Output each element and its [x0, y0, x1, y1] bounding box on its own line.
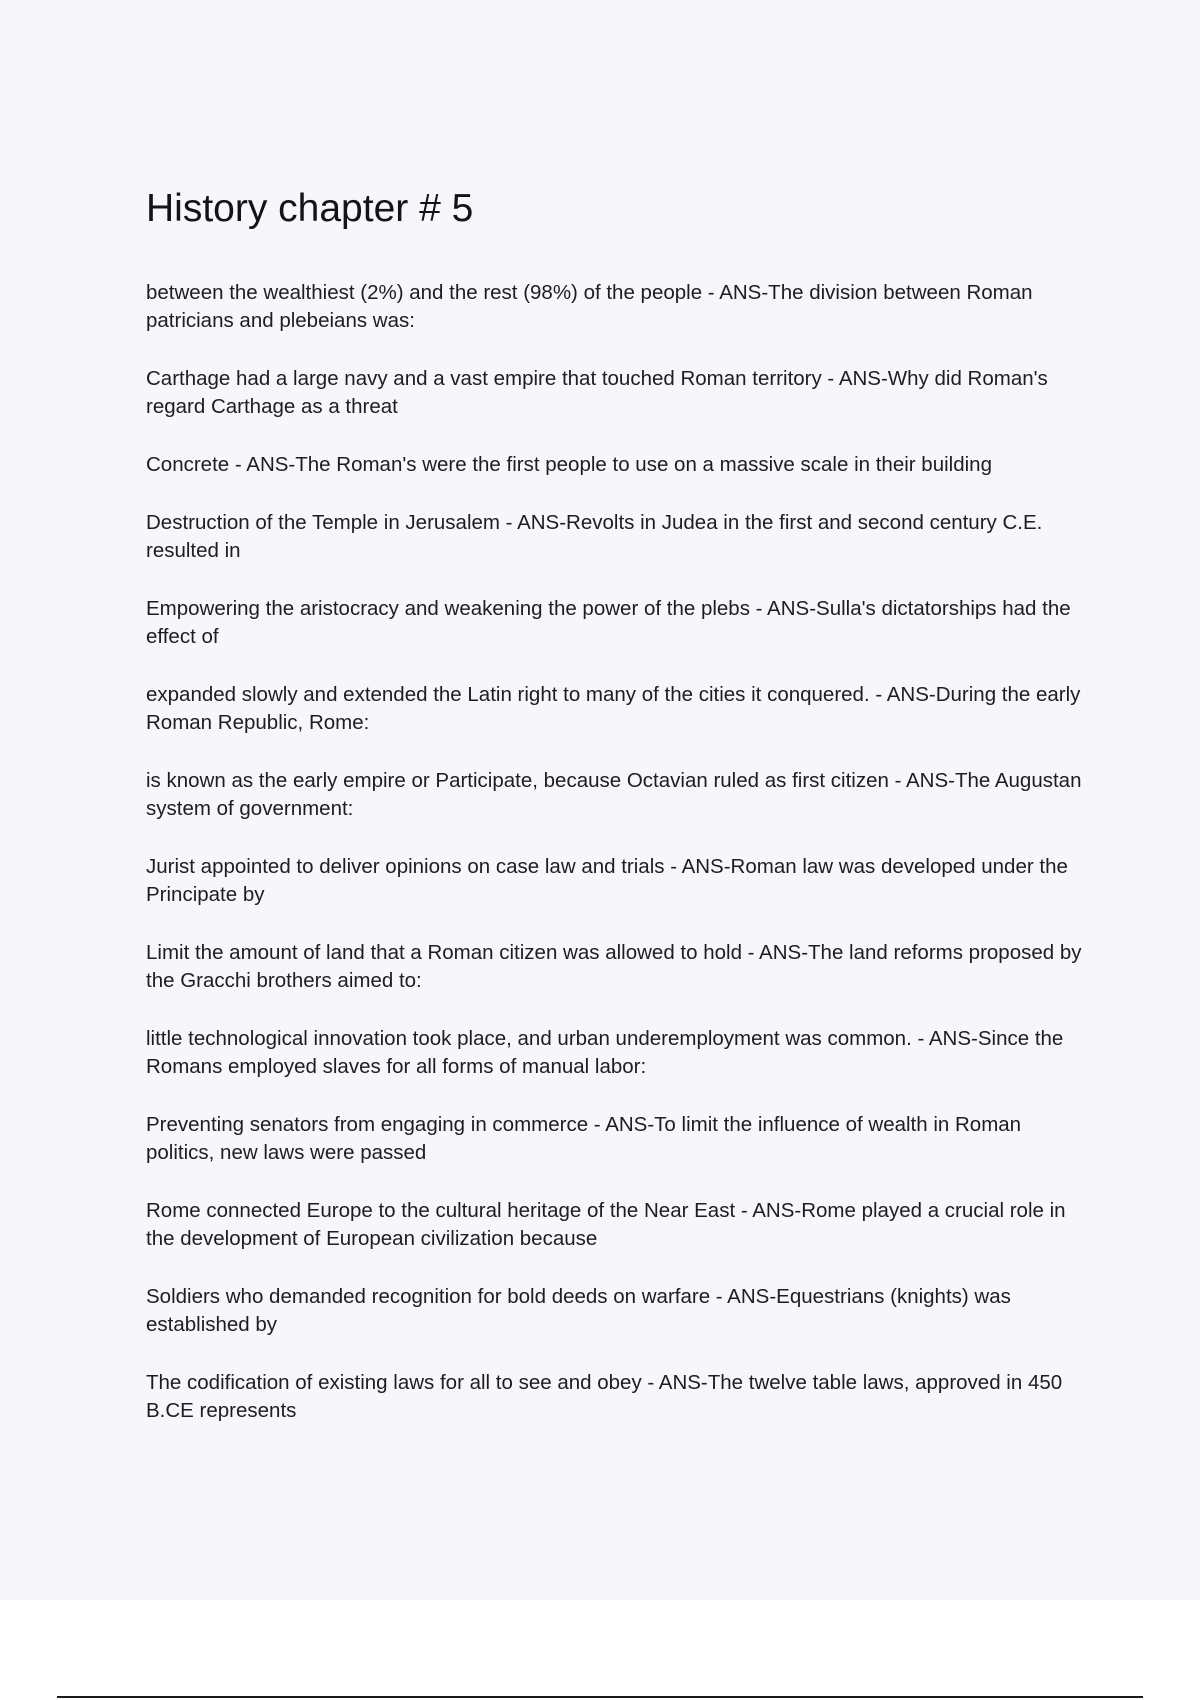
- entry: Jurist appointed to deliver opinions on case law and trials - ANS-Roman law was developed under the Principate by: [146, 855, 1068, 906]
- entry: is known as the early empire or Participate, because Octavian ruled as first citizen - ANS-The Augustan system of government:: [146, 769, 1082, 820]
- entry: Destruction of the Temple in Jerusalem - ANS-Revolts in Judea in the first and second century C.E. resulted in: [146, 511, 1043, 562]
- entry: Empowering the aristocracy and weakening the power of the plebs - ANS-Sulla's dictatorships had the effect of: [146, 597, 1071, 648]
- entry: little technological innovation took place, and urban underemployment was common. - ANS-Since the Romans employed slaves for all forms of manual labor:: [146, 1027, 1064, 1078]
- entry: The codification of existing laws for all to see and obey - ANS-The twelve table laws, approved in 450 B.CE represents: [146, 1371, 1063, 1422]
- entry: Concrete - ANS-The Roman's were the first people to use on a massive scale in their building: [146, 453, 992, 476]
- entry-list: [146, 279, 1086, 1425]
- entry: Soldiers who demanded recognition for bold deeds on warfare - ANS-Equestrians (knights) was established by: [146, 1285, 1011, 1336]
- entry: Preventing senators from engaging in commerce - ANS-To limit the influence of wealth in Roman politics, new laws were passed: [146, 1113, 1022, 1164]
- entry: Limit the amount of land that a Roman citizen was allowed to hold - ANS-The land reforms proposed by the Gracchi brothers aimed to:: [146, 941, 1082, 992]
- entry: Rome connected Europe to the cultural heritage of the Near East - ANS-Rome played a crucial role in the development of European civilization because: [146, 1199, 1066, 1250]
- entry: Carthage had a large navy and a vast empire that touched Roman territory - ANS-Why did Roman's regard Carthage as a threat: [146, 367, 1048, 418]
- page-title: History chapter # 5: [146, 187, 474, 230]
- footer-rule: [57, 1696, 1143, 1698]
- entry: expanded slowly and extended the Latin right to many of the cities it conquered. - ANS-During the early Roman Republic, Rome:: [146, 683, 1081, 734]
- entry: between the wealthiest (2%) and the rest (98%) of the people - ANS-The division between Roman patricians and plebeians was:: [146, 281, 1033, 332]
